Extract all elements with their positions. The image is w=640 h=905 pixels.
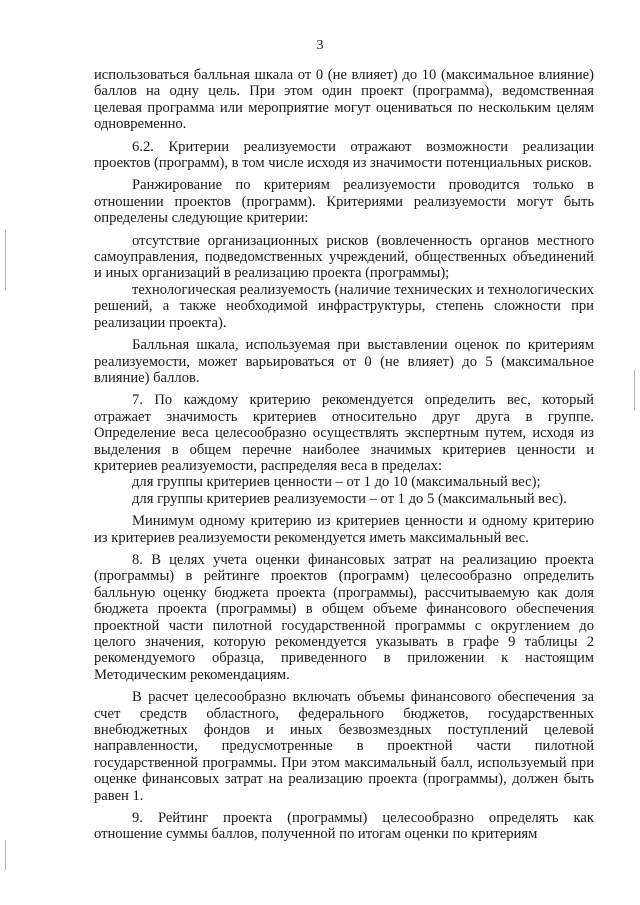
- paragraph-tech-feasibility: технологическая реализуемость (наличие технических и технологических решений, а также необходимой инфраструктуры, степень сложности при реализации проекта).: [94, 281, 594, 331]
- paragraph-min-weight: Минимум одному критерию из критериев ценности и одному критерию из критериев реализуемости рекомендуется иметь максимальный вес.: [94, 513, 594, 546]
- paragraph-financing: В расчет целесообразно включать объемы финансового обеспечения за счет средств областного, федерального бюджетов, государственных внебюджетных фондов и иных безвозмездных поступлений целевой направленности, предусмотренные в проектной части пилотной государственной программы. При этом максимальный балл, используемый при оценке финансовых затрат на реализацию проекта (программы), должен быть равен 1.: [94, 689, 594, 804]
- paragraph-6-2: 6.2. Критерии реализуемости отражают возможности реализации проектов (программ), в том числе исходя из значимости потенциальных рисков.: [94, 138, 594, 172]
- paragraph-feasibility-weight: для группы критериев реализуемости – от 1 до 5 (максимальный вес).: [132, 490, 567, 507]
- paragraph-value-weight: для группы критериев ценности – от 1 до 10 (максимальный вес);: [132, 474, 541, 491]
- paragraph-8: 8. В целях учета оценки финансовых затрат на реализацию проекта (программы) в рейтинге проектов (программ) целесообразно определить балльную оценку бюджета проекта (программы), рассчитываемую как доля бюджета проекта (программы) в общем объеме финансового обеспечения проектной части пилотной государственной программы с округлением до целого значения, которую рекомендуется указывать в графе 9 таблицы 2 рекомендуемого образца, приведенного в приложении к настоящим Методическим рекомендациям.: [94, 551, 594, 683]
- scan-mark-left-bottom: [5, 840, 6, 870]
- scan-mark-left: [5, 230, 6, 290]
- paragraph-scale-continuation: использоваться балльная шкала от 0 (не влияет) до 10 (максимальное влияние) баллов на одну цель. При этом один проект (программа), ведомственная целевая программа или мероприятие могут оцениваться по нескольким целям одновременно.: [94, 67, 594, 133]
- document-body: [94, 67, 594, 843]
- scan-mark-right: [634, 370, 635, 410]
- paragraph-7: 7. По каждому критерию рекомендуется определить вес, который отражает значимость критериев относительно друг друга в группе. Определение веса целесообразно осуществлять экспертным путем, исходя из выделения в общем перечне наиболее значимых критериев ценности и критериев реализуемости, распределяя веса в пределах:: [94, 392, 594, 474]
- paragraph-feasibility-scale: Балльная шкала, используемая при выставлении оценок по критериям реализуемости, может варьироваться от 0 (не влияет) до 5 (максимальное влияние) баллов.: [94, 337, 594, 386]
- paragraph-9: 9. Рейтинг проекта (программы) целесообразно определять как отношение суммы баллов, полученной по итогам оценки по критериям: [94, 810, 594, 843]
- paragraph-ranking: Ранжирование по критериям реализуемости проводится только в отношении проектов (программ). Критериями реализуемости могут быть определены следующие критерии:: [94, 177, 594, 227]
- paragraph-org-risks: отсутствие организационных рисков (вовлеченность органов местного самоуправления, подведомственных учреждений, общественных объединений и иных организаций в реализацию проекта (программы);: [94, 232, 594, 282]
- page-number: 3: [316, 38, 324, 53]
